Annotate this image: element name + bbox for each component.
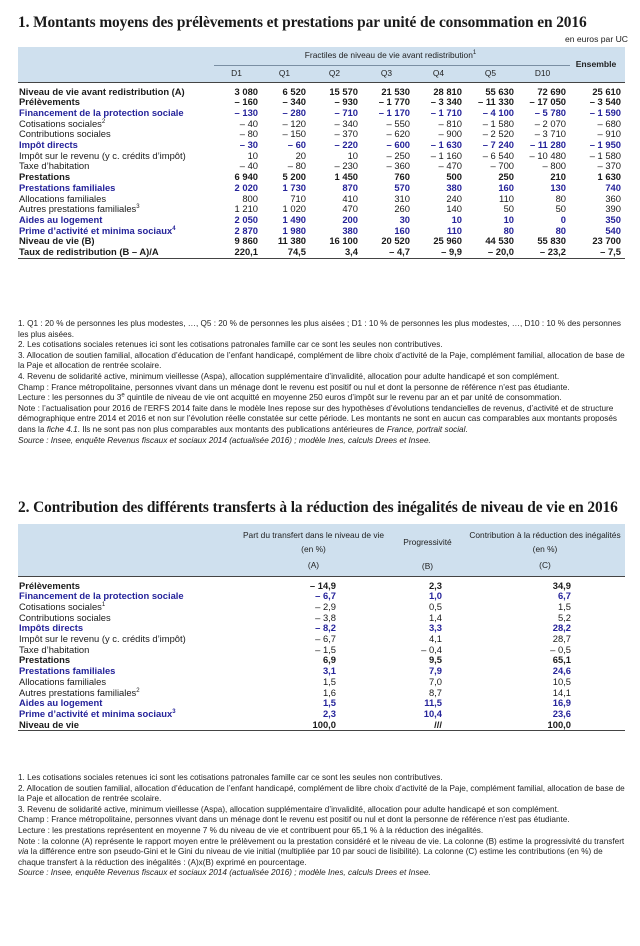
table2-col-b-header: Progressivité (B) [403, 537, 452, 571]
table2-cell: – 1,5 [315, 643, 336, 655]
table1-cell: – 3 340 [430, 96, 462, 108]
table1-cell: 9 860 [234, 235, 258, 247]
table2-row-label: Prestations familiales [19, 665, 116, 677]
table1-group-header: Fractiles de niveau de vie avant redistribution$^1$ [214, 47, 570, 65]
table1-cell: – 280 [282, 106, 306, 118]
table1-row-label: Aides au logement [19, 213, 103, 225]
table1-cell: 410 [342, 192, 358, 204]
table2-col-c-header: Contribution à la réduction des inégalités (en %) (C) [469, 530, 621, 570]
table1-cell: – 10 480 [529, 149, 566, 161]
table1-cell: – 9,9 [414, 247, 466, 258]
table1-cell: 10 [451, 213, 462, 225]
table1-cell: 250 [498, 171, 514, 183]
table2-champ: Champ : France métropolitaine, personnes vivant dans un ménage dont le revenu est positif ou nul et dont la personne de référence n’est pas étudiante. [18, 815, 570, 825]
table2-cell: 10,4 [423, 707, 442, 719]
table1-cell: 760 [394, 171, 410, 183]
table2-row-label: Prélèvements [18, 576, 240, 591]
table1-cell: 1 730 [282, 181, 306, 193]
table1-row-label: Prestations familiales [19, 181, 116, 193]
table1-cell: – 700 [490, 160, 514, 172]
table1-cell: 6 940 [234, 171, 258, 183]
table1-cell: 10 [347, 149, 358, 161]
table2-row [18, 576, 625, 591]
table1 [18, 47, 625, 259]
table2-cell: 14,1 [552, 686, 571, 698]
table2-row [18, 645, 625, 656]
table2-row-label: Taxe d’habitation [19, 643, 90, 655]
table1-header-group-row [18, 47, 625, 65]
table2-note-1: 1. Les cotisations sociales retenues ici sont les cotisations patronales famille car ce sont les seules non contributives. [18, 773, 443, 782]
table1-column-header: Q3 [380, 68, 393, 79]
table1-cell: – 11 330 [478, 96, 514, 108]
table1-cell: 30 [399, 213, 410, 225]
table1-row-label: Taux de redistribution (B – A)/A [18, 247, 214, 258]
table2-cell: 6,9 [322, 654, 336, 666]
table1-cell: – 1 710 [430, 106, 462, 118]
table1-cell: 740 [605, 181, 621, 193]
table2-cell: – 6,7 [315, 633, 336, 645]
table1-cell: – 620 [386, 128, 410, 140]
table1-row [18, 82, 625, 97]
table1-row [18, 108, 625, 119]
table1-cell: 360 [605, 192, 621, 204]
table2-row-label: Niveau de vie [18, 720, 240, 731]
table1-cell: – 17 050 [529, 96, 566, 108]
table1-cell: 260 [394, 203, 410, 215]
table1-cell: 80 [555, 192, 566, 204]
table1-cell: – 4,7 [362, 247, 414, 258]
table2-row-label: Aides au logement [19, 697, 103, 709]
table1-cell: – 230 [334, 160, 358, 172]
table1-column-header: D1 [231, 68, 242, 79]
table2-cell: 3,1 [322, 665, 336, 677]
table2-cell: – 0,4 [421, 643, 442, 655]
table2-header-row [18, 524, 625, 576]
table2-cell: 9,5 [428, 654, 442, 666]
table1-row [18, 226, 625, 237]
table1-cell: 74,5 [262, 247, 310, 258]
table1-cell: – 7,5 [570, 247, 625, 258]
table1-cell: 1 630 [597, 171, 621, 183]
table1-cell: 500 [446, 171, 462, 183]
table1-row-label: Allocations familiales [19, 192, 107, 204]
table1-cell: 390 [605, 203, 621, 215]
table1-cell: 0 [560, 213, 566, 225]
table1-champ: Champ : France métropolitaine, personnes vivant dans un ménage dont le revenu est positif ou nul et dont la personne de référence n’est pas étudiante. [18, 382, 570, 392]
table1-cell: – 120 [282, 117, 306, 129]
table2-cell: 7,9 [428, 665, 442, 677]
table1-title: 1. Montants moyens des prélèvements et prestations par unité de consommation en 2016 [18, 14, 587, 31]
table1-cell: 50 [503, 203, 514, 215]
table2-cell: 2,3 [322, 707, 336, 719]
table2-cell: 34,9 [468, 576, 625, 591]
table1-cell: 11 380 [277, 235, 306, 247]
table2-row-label: Prestations [19, 654, 71, 666]
table2-note-3: 3. Revenu de solidarité active, minimum vieillesse (Aspa), allocation supplémentaire d’invalidité, allocation pour adulte handicapé et son complément. [18, 804, 560, 814]
table1-cell: 570 [394, 181, 410, 193]
table1-cell: – 710 [334, 106, 358, 118]
table2-row [18, 688, 625, 699]
table1-cell: 20 [295, 149, 306, 161]
table1-cell: – 800 [542, 160, 566, 172]
table2-cell: 24,6 [552, 665, 571, 677]
table2-cell: – 8,2 [315, 622, 336, 634]
table1-cell: – 23,2 [518, 247, 570, 258]
table1-cell: – 250 [386, 149, 410, 161]
table1-cell: – 3 540 [589, 96, 621, 108]
table1-note-1: 1. Q1 : 20 % de personnes les plus modestes, …, Q5 : 20 % de personnes les plus aisées ; D1 : 10 % de personnes les plus modestes, …, D10 : 10 % des personnes les plus aisées. [18, 319, 622, 339]
table1-cell: 240 [446, 192, 462, 204]
table2-cell: 6,7 [557, 590, 571, 602]
table1-cell: 310 [394, 192, 410, 204]
table2-cell: 1,5 [322, 675, 336, 687]
table1-cell: 23 700 [592, 235, 621, 247]
table1-cell: 1 020 [282, 203, 306, 215]
table1-row-label: Financement de la protection sociale [19, 106, 184, 118]
table1-row [18, 151, 625, 162]
table1-cell: – 2 070 [534, 117, 566, 129]
table1-row [18, 183, 625, 194]
table2-cell: – 0,5 [550, 643, 571, 655]
table1-cell: 350 [605, 213, 621, 225]
table2-cell: 100,0 [240, 720, 390, 731]
table1-cell: – 40 [239, 117, 258, 129]
table2-cell: 1,6 [322, 686, 336, 698]
table1-cell: 160 [394, 224, 410, 236]
table1-cell: 1 450 [334, 171, 358, 183]
table2-lecture: Lecture : les prestations représentent en moyenne 7 % du niveau de vie et contribuent pour 65,1 % à la réduction des inégalités. [18, 825, 484, 835]
table2-cell: 8,7 [428, 686, 442, 698]
table2-cell: 2,3 [390, 576, 468, 591]
table2-row-label: Impôts directs [19, 622, 84, 634]
table1-cell: 44 530 [485, 235, 514, 247]
table1-cell: 110 [446, 224, 462, 236]
table2-cell: 65,1 [552, 654, 571, 666]
table1-row-label: Prime d’activité et minima sociaux$^4$ [19, 224, 176, 236]
table2-row-label: Impôt sur le revenu (y c. crédits d’impôt) [19, 633, 186, 645]
table2-cell: 4,1 [428, 633, 442, 645]
table1-cell: 20 520 [381, 235, 410, 247]
table1-cell: – 600 [386, 139, 410, 151]
table1-cell: – 3 710 [534, 128, 566, 140]
table2-cell: 7,0 [428, 675, 442, 687]
table1-cell: – 1 580 [482, 117, 514, 129]
table1-cell: 210 [550, 171, 566, 183]
table2-cell: – 14,9 [240, 576, 390, 591]
table2-note: Note : la colonne (A) représente le rapport moyen entre le prélèvement ou la prestation considéré et le niveau de vie. La colonne (B) estime la progressivité du transfert via la différence entre son pseudo-Gini et le Gini du niveau de vie initial (multipliée par 10 par souci de lisibilité). La colonne (C) estime les contributions (en %) de chaque transfert à la réduction des inégalités : (A)x(B) exprimé en pourcentage. [18, 836, 625, 867]
table1-row-label: Taxe d’habitation [19, 160, 90, 172]
table1-total-header: Ensemble [575, 58, 617, 69]
table1-column-header: Q2 [328, 68, 341, 79]
table2-cell: 28,7 [552, 633, 571, 645]
table1-cell: – 7 240 [482, 139, 514, 151]
table2-row-label: Allocations familiales [19, 675, 107, 687]
table2-notes [18, 773, 625, 879]
table2-source: Source : Insee, enquête Revenus fiscaux et sociaux 2014 (actualisée 2016) ; modèle Ines, calculs Drees et Insee. [18, 868, 431, 878]
table1-cell: – 340 [334, 117, 358, 129]
table1-cell: 5 200 [282, 171, 306, 183]
table1-cell: – 930 [334, 96, 358, 108]
table2-cell: 1,4 [428, 611, 442, 623]
table1-row-label: Contributions sociales [19, 128, 111, 140]
table2-cell: 1,5 [557, 600, 571, 612]
table2-col-a-header: Part du transfert dans le niveau de vie (en %) (A) [242, 530, 385, 570]
table1-cell: – 20,0 [466, 247, 518, 258]
table2-cell: 1,0 [428, 590, 442, 602]
table1-cell: – 1 160 [430, 149, 462, 161]
table1-cell: – 130 [234, 106, 258, 118]
table1-cell: 25 960 [433, 235, 462, 247]
table1-cell: 2 050 [234, 213, 258, 225]
table1-cell: – 1 590 [589, 106, 621, 118]
table1-column-header: Q5 [484, 68, 497, 79]
table2-cell: 11,5 [424, 697, 442, 709]
table1-cell: 1 980 [282, 224, 306, 236]
table2-cell: 16,9 [552, 697, 571, 709]
table1-cell: – 370 [334, 128, 358, 140]
table1-cell: – 1 770 [378, 96, 410, 108]
table1-cell: – 680 [597, 117, 621, 129]
table2-row-label: Financement de la protection sociale [19, 590, 184, 602]
table1-note-4: 4. Revenu de solidarité active, minimum vieillesse (Aspa), allocation supplémentaire d’invalidité, allocation pour adulte handicapé et son complément. [18, 371, 560, 381]
table1-cell: 130 [550, 181, 566, 193]
table2-note-2: 2. Allocation de soutien familial, allocation d’éducation de l’enfant handicapé, complément de libre choix d’activité de la Paje, complément familial, allocation de base de la Paje et allocation de rentrée scolaire. [18, 783, 625, 804]
table2-row-label: Cotisations sociales$^1$ [19, 600, 106, 612]
table1-cell: – 1 580 [589, 149, 621, 161]
table1-cell: – 550 [386, 117, 410, 129]
table2-row-label: Contributions sociales [19, 611, 111, 623]
table1-cell: – 80 [287, 160, 306, 172]
table2-cell: 1,5 [322, 697, 336, 709]
table1-cell: 55 630 [485, 85, 514, 97]
table1-row-label: Impôt sur le revenu (y c. crédits d’impôt) [19, 149, 186, 161]
table1-row [18, 247, 625, 258]
table1-cell: 1 210 [234, 203, 258, 215]
table1-notes [18, 319, 625, 446]
table1-cell: – 60 [287, 139, 306, 151]
table1-cell: – 1 630 [430, 139, 462, 151]
table1-note-2: 2. Les cotisations sociales retenues ici sont les cotisations patronales famille car ce sont les seules non contributives. [18, 340, 443, 350]
table1-cell: 15 570 [329, 85, 358, 97]
table1-row [18, 161, 625, 172]
table1-row-label: Niveau de vie (B) [19, 235, 95, 247]
table1-cell: – 160 [234, 96, 258, 108]
table1-cell: 3 080 [234, 85, 258, 97]
table1-cell: – 370 [597, 160, 621, 172]
table2-cell: 5,2 [557, 611, 571, 623]
table1-cell: 72 690 [537, 85, 566, 97]
table1-row-label: Prélèvements [19, 96, 80, 108]
table1-column-header: D10 [534, 68, 551, 79]
table2-cell: /// [390, 720, 468, 731]
table2-cell: – 2,9 [315, 600, 336, 612]
table1-cell: 10 [247, 149, 258, 161]
table2-cell: 0,5 [428, 600, 442, 612]
table1-lecture: Lecture : les personnes du 3e quintile de niveau de vie ont acquitté en moyenne 250 euros d’impôt sur le revenu par an et par unité de consommation. [18, 392, 562, 403]
table2-title: 2. Contribution des différents transferts à la réduction des inégalités de niveau de vie en 2016 [18, 499, 618, 516]
table2-row [18, 720, 625, 731]
table1-column-header: Q4 [432, 68, 445, 79]
table1-cell: – 80 [239, 128, 258, 140]
table1-cell: 380 [446, 181, 462, 193]
table1-cell: – 5 780 [534, 106, 566, 118]
table1-cell: 2 020 [234, 181, 258, 193]
table1-column-header: Q1 [278, 68, 291, 79]
table1-cell: 21 530 [381, 85, 410, 97]
table1-cell: – 1 170 [378, 106, 410, 118]
table1-cell: 870 [342, 181, 358, 193]
table1-note: Note : l’actualisation pour 2016 de l’ERFS 2014 faite dans le modèle Ines repose sur des hypothèses d’évolutions tendancielles de revenus, d’activité et de structure démographique entre 2014 et 2016 et non sur l’évolution réelle constatée sur cette période. Les montants ne sont en aucun cas comparables aux montants proposés dans la fiche 4.1. Ils ne sont pas non plus comparables aux montants des publications antérieures de France, portrait social. [18, 403, 617, 434]
table1-cell: 55 830 [537, 235, 566, 247]
table1-cell: 160 [498, 181, 514, 193]
table1-row-label: Impôt directs [19, 139, 78, 151]
table2-row [18, 666, 625, 677]
table1-unit: en euros par UC [564, 34, 628, 44]
table1-row-label: Niveau de vie avant redistribution (A) [19, 85, 185, 97]
table1-cell: 540 [605, 224, 621, 236]
table1-body [18, 82, 625, 258]
table2-cell: 100,0 [468, 720, 625, 731]
table2-cell: 3,3 [428, 622, 442, 634]
table1-cell: 470 [342, 203, 358, 215]
table1-cell: – 810 [438, 117, 462, 129]
table1-cell: – 40 [239, 160, 258, 172]
table1-cell: – 11 280 [530, 139, 566, 151]
table1-cell: – 1 950 [589, 139, 621, 151]
table1-cell: – 470 [438, 160, 462, 172]
table2-body [18, 576, 625, 731]
table1-cell: – 910 [597, 128, 621, 140]
table2-cell: – 6,7 [315, 590, 336, 602]
table1-column-header-row [18, 65, 625, 82]
table2-row-label: Autres prestations familiales$^2$ [19, 686, 140, 698]
table1-cell: – 340 [282, 96, 306, 108]
table1-cell: 10 [503, 213, 514, 225]
table1-cell: 710 [290, 192, 306, 204]
table1-cell: 3,4 [310, 247, 362, 258]
table1-row-label: Autres prestations familiales$^3$ [19, 203, 140, 215]
table1-cell: 80 [555, 224, 566, 236]
table1-cell: 80 [503, 224, 514, 236]
table1-cell: 6 520 [282, 85, 306, 97]
table1-cell: 200 [342, 213, 358, 225]
table1-cell: 1 490 [282, 213, 306, 225]
table1-cell: – 220 [334, 139, 358, 151]
table1-cell: 2 870 [234, 224, 258, 236]
table1-cell: 25 610 [592, 85, 621, 97]
table1-cell: 220,1 [214, 247, 262, 258]
table1-cell: 28 810 [433, 85, 462, 97]
table1-cell: – 900 [438, 128, 462, 140]
table1-cell: 16 100 [329, 235, 358, 247]
table1-cell: 110 [499, 192, 514, 204]
table1-cell: – 4 100 [482, 106, 514, 118]
table1-cell: – 6 540 [482, 149, 514, 161]
table1-row [18, 204, 625, 215]
table1-source: Source : Insee, enquête Revenus fiscaux et sociaux 2014 (actualisée 2016) ; modèle Ines, calculs Drees et Insee. [18, 435, 431, 445]
table1-cell: 50 [555, 203, 566, 215]
table1-cell: – 2 520 [482, 128, 514, 140]
table2-cell: 10,5 [552, 675, 571, 687]
table1-cell: – 150 [282, 128, 306, 140]
table2-row-label: Prime d’activité et minima sociaux$^3$ [19, 707, 176, 719]
table2-cell: 23,6 [552, 707, 571, 719]
table2 [18, 524, 625, 731]
table1-row-label: Cotisations sociales$^2$ [19, 117, 106, 129]
table1-cell: 380 [342, 224, 358, 236]
table1-cell: 800 [242, 192, 258, 204]
table1-row-label: Prestations [19, 171, 71, 183]
table1-cell: – 30 [239, 139, 258, 151]
table1-cell: 140 [446, 203, 462, 215]
table2-cell: – 3,8 [315, 611, 336, 623]
table1-note-3: 3. Allocation de soutien familial, allocation d’éducation de l’enfant handicapé, complément de libre choix d’activité de la Paje, complément familial, allocation de base de la Paje et allocation de rentrée scolaire. [18, 350, 625, 371]
table1-cell: – 360 [386, 160, 410, 172]
table2-cell: 28,2 [552, 622, 571, 634]
